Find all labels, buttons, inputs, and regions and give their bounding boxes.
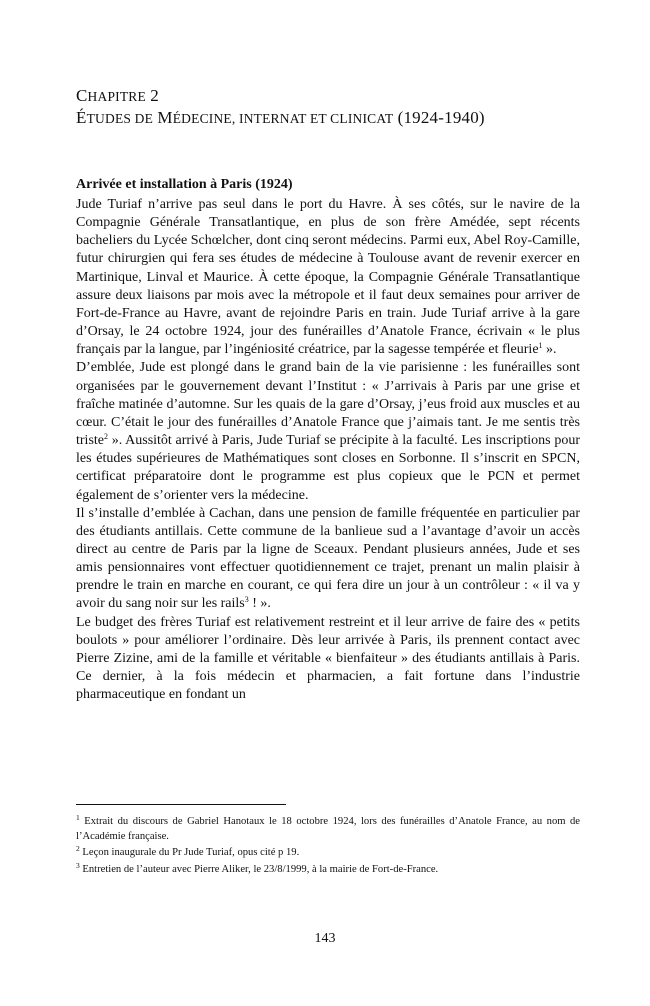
paragraph: Il s’installe d’emblée à Cachan, dans une pension de famille fréquentée en particulier par des étudiants antillais. Cette commune de la banlieue sud a l’avantage d’avoir un accès direct au centre de Paris par la ligne de Sceaux. Pendant plusieurs années, Jude et ses amis pensionnaires vont effectuer quotidiennement ce trajet, prenant un malin plaisir à prendre le train en marche en courant, ce qui fera dire un jour à un contrôleur : « il va y avoir du sang noir sur les rails$^3$ ! ».: [76, 505, 580, 612]
body-text: [76, 196, 580, 704]
footnote: $^1$ Extrait du discours de Gabriel Hanotaux le 18 octobre 1924, lors des funérailles d’Anatole France, au nom de l’Académie française.: [76, 813, 580, 842]
chapter-title: ÉTUDES DE MÉDECINE, INTERNAT ET CLINICAT (1924-1940): [76, 108, 485, 127]
footnote-ref[interactable]: 3: [244, 595, 249, 605]
footnote-separator: [76, 804, 286, 805]
section-title: Arrivée et installation à Paris (1924): [76, 177, 293, 192]
footnotes: [76, 815, 580, 879]
footnote-ref[interactable]: 1: [538, 341, 543, 351]
paragraph: Jude Turiaf n’arrive pas seul dans le port du Havre. À ses côtés, sur le navire de la Compagnie Générale Transatlantique, en plus de son frère Amédée, sept récents bacheliers du Lycée Schœlcher, dont cinq seront médecins. Parmi eux, Abel Roy-Camille, futur chirurgien qui fera ses études de médecine à Toulouse avant de revenir exercer en Martinique, Linval et Maurice. À cette époque, la Compagnie Générale Transatlantique assure deux liaisons par mois avec la métropole et il faut deux semaines pour arriver de Fort-de-France au Havre, avant de rejoindre Paris en train. Jude Turiaf arrive à la gare d’Orsay, le 24 octobre 1924, jour des funérailles d’Anatole France, écrivain « le plus français par la langue, par l’ingéniosité créatrice, par la sagesse tempérée et fleurie$^1$ ».: [76, 197, 580, 358]
page-number: 143: [314, 931, 336, 946]
paragraph: D’emblée, Jude est plongé dans le grand bain de la vie parisienne : les funérailles sont organisées par le gouvernement devant l’Institut : « J’arrivais à Paris par une grise et fraîche matinée d’automne. Sur les quais de la gare d’Orsay, j’eus froid aux muscles et au cœur. C’était le jour des funérailles d’Anatole France que j’aimais tant. Je me sentis très triste$^2$ ». Aussitôt arrivé à Paris, Jude Turiaf se précipite à la faculté. Les inscriptions pour les études supérieures de Mathématiques sont closes en Sorbonne. Il s’inscrit en SPCN, certificat préparatoire dont le programme est plus copieux que le PCN et permet également de s’orienter vers la médecine.: [76, 360, 580, 503]
paragraph: Le budget des frères Turiaf est relativement restreint et il leur arrive de faire des « petits boulots » pour améliorer l’ordinaire. Dès leur arrivée à Paris, ils prennent contact avec Pierre Zizine, ami de la famille et véritable « bienfaiteur » des étudiants antillais à Paris. Ce dernier, à la fois médecin et pharmacien, a fait fortune dans l’industrie pharmaceutique en fondant un: [76, 614, 580, 703]
chapter-number: CHAPITRE 2: [76, 86, 159, 105]
footnote: $^2$ Leçon inaugurale du Pr Jude Turiaf, opus cité p 19.: [76, 844, 300, 858]
footnote: $^3$ Entretien de l’auteur avec Pierre Aliker, le 23/8/1999, à la mairie de Fort-de-France.: [76, 860, 439, 875]
footnote-ref[interactable]: 2: [104, 432, 108, 442]
